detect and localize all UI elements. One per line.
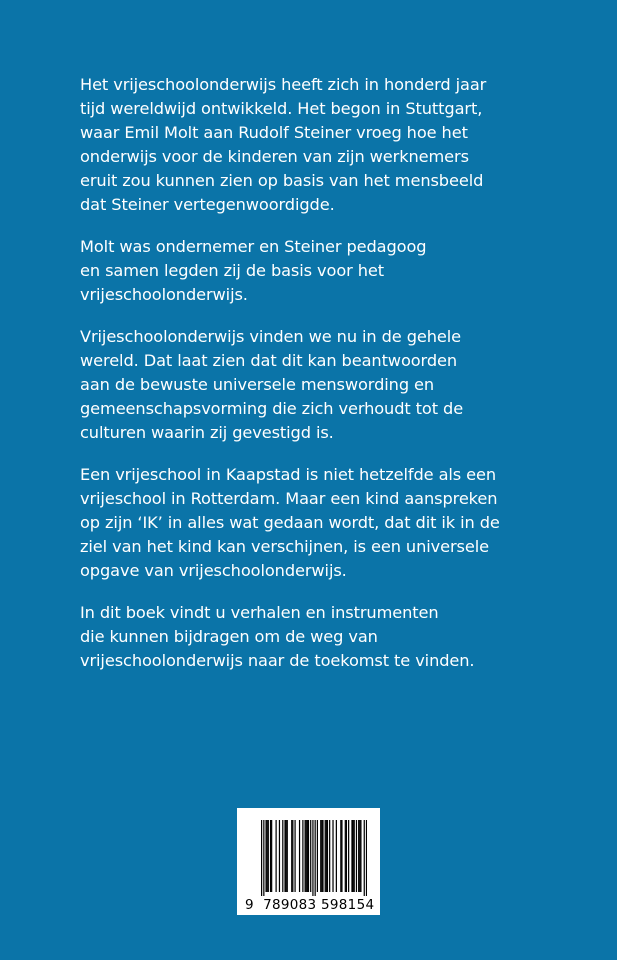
barcode-bar	[312, 820, 313, 896]
barcode-bar	[310, 820, 311, 892]
paragraph	[80, 463, 560, 583]
text-line: dat Steiner vertegenwoordigde.	[80, 195, 335, 214]
barcode-bar	[359, 820, 360, 892]
barcode-bar	[345, 820, 346, 892]
barcode-bar	[286, 820, 287, 892]
paragraph	[80, 325, 560, 445]
barcode-bar	[366, 820, 367, 896]
text-line: tijd wereldwijd ontwikkeld. Het begon in Stuttgart,	[80, 99, 483, 118]
barcode-bar	[341, 820, 342, 892]
barcode-bar	[267, 820, 268, 892]
barcode-bar	[317, 820, 318, 892]
text-line: wereld. Dat laat zien dat dit kan beantwoorden	[80, 351, 458, 370]
barcode-bars	[261, 820, 367, 896]
text-line: opgave van vrijeschoolonderwijs.	[80, 561, 347, 580]
barcode-bar	[276, 820, 277, 892]
text-line: waar Emil Molt aan Rudolf Steiner vroeg hoe het	[80, 123, 468, 142]
barcode-bar	[305, 820, 306, 892]
text-line: vrijeschoolonderwijs.	[80, 285, 248, 304]
barcode-bar	[308, 820, 309, 892]
isbn-barcode	[237, 808, 380, 915]
text-line: die kunnen bijdragen om de weg van	[80, 627, 378, 646]
text-line: aan de bewuste universele menswording en	[80, 375, 435, 394]
isbn-digits	[245, 897, 374, 913]
barcode-bar	[351, 820, 352, 892]
barcode-bar	[268, 820, 269, 892]
barcode-bar	[354, 820, 355, 892]
barcode-bar	[307, 820, 308, 892]
text-line: Vrijeschoolonderwijs vinden we nu in de gehele	[80, 327, 462, 346]
barcode-bar	[348, 820, 349, 892]
text-line: culturen waarin zij gevestigd is.	[80, 423, 334, 442]
barcode-bar	[279, 820, 280, 892]
text-line: onderwijs voor de kinderen van zijn werknemers	[80, 147, 469, 166]
barcode-bar	[302, 820, 303, 892]
isbn-first-digit: 9	[245, 897, 254, 913]
text-line: Molt was ondernemer en Steiner pedagoog	[80, 237, 427, 256]
barcode-bar	[320, 820, 321, 892]
barcode-bar	[315, 820, 316, 896]
barcode-bar	[364, 820, 365, 896]
text-line: vrijeschool in Rotterdam. Maar een kind aanspreken	[80, 489, 498, 508]
text-line: Een vrijeschool in Kaapstad is niet hetzelfde als een	[80, 465, 497, 484]
text-line: gemeenschapsvorming die zich verhoudt tot de	[80, 399, 464, 418]
barcode-bar	[294, 820, 295, 892]
barcode-bar	[321, 820, 322, 892]
barcode-bar	[284, 820, 285, 892]
barcode-bar	[346, 820, 347, 892]
text-line: en samen legden zij de basis voor het	[80, 261, 384, 280]
back-cover-text	[80, 73, 560, 691]
barcode-bar	[292, 820, 293, 892]
barcode-bar	[306, 820, 307, 892]
text-line: vrijeschoolonderwijs naar de toekomst te vinden.	[80, 651, 475, 670]
barcode-bar	[326, 820, 327, 892]
barcode-bar	[282, 820, 283, 892]
text-line: ziel van het kind kan verschijnen, is een universele	[80, 537, 489, 556]
barcode-bar	[299, 820, 300, 892]
isbn-group-1: 789083	[263, 897, 317, 913]
barcode-bar	[271, 820, 272, 892]
barcode-bar	[358, 820, 359, 892]
barcode-bar	[291, 820, 292, 892]
barcode-bar	[325, 820, 326, 892]
barcode-bar	[322, 820, 323, 892]
text-line: op zijn ‘IK’ in alles wat gedaan wordt, dat dit ik in de	[80, 513, 500, 532]
barcode-bar	[329, 820, 330, 892]
barcode-bar	[287, 820, 288, 892]
barcode-bar	[327, 820, 328, 892]
barcode-bar	[265, 820, 266, 892]
barcode-bar	[332, 820, 333, 892]
text-line: eruit zou kunnen zien op basis van het mensbeeld	[80, 171, 484, 190]
paragraph	[80, 601, 560, 673]
paragraph	[80, 73, 560, 217]
isbn-group-2: 598154	[321, 897, 375, 913]
barcode-bar	[270, 820, 271, 892]
paragraph	[80, 235, 560, 307]
text-line: In dit boek vindt u verhalen en instrumenten	[80, 603, 439, 622]
barcode-bar	[263, 820, 264, 896]
barcode-bar	[261, 820, 262, 896]
barcode-bar	[360, 820, 361, 892]
text-line: Het vrijeschoolonderwijs heeft zich in honderd jaar	[80, 75, 487, 94]
barcode-bar	[336, 820, 337, 892]
barcode-bar	[356, 820, 357, 892]
barcode-bar	[352, 820, 353, 892]
barcode-bar	[340, 820, 341, 892]
